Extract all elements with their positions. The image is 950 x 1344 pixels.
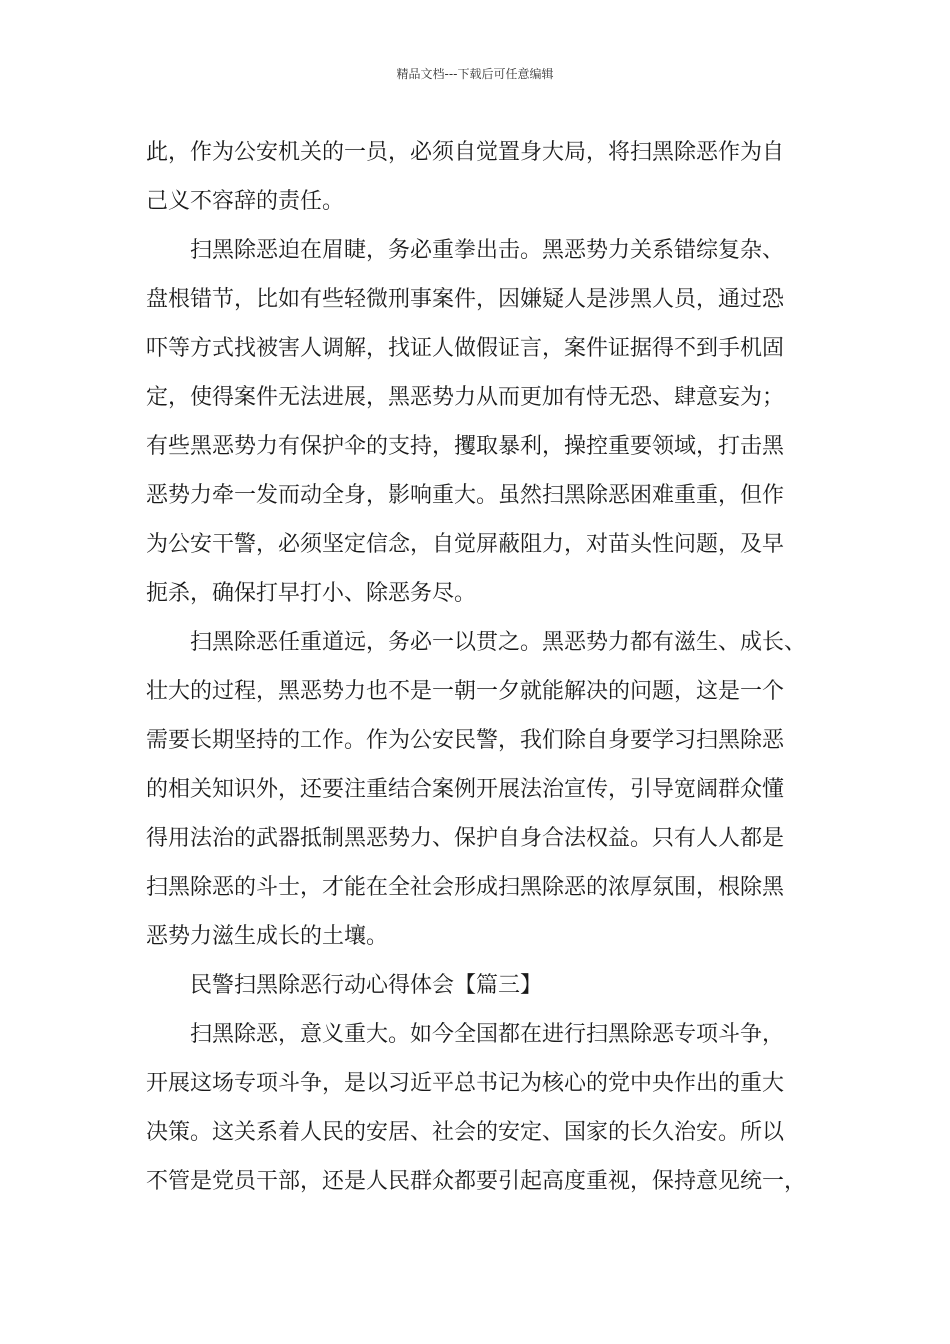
text-line: 扫黑除恶任重道远，务必一以贯之。黑恶势力都有滋生、成长、 <box>190 630 807 655</box>
text-line: 恶势力滋生成长的土壤。 <box>146 924 389 949</box>
text-line: 有些黑恶势力有保护伞的支持，攫取暴利，操控重要领域，打击黑 <box>146 434 785 459</box>
text-line: 恶势力牵一发而动全身，影响重大。虽然扫黑除恶困难重重，但作 <box>146 483 785 508</box>
text-line: 盘根错节，比如有些轻微刑事案件，因嫌疑人是涉黑人员，通过恐 <box>146 287 785 312</box>
text-line: 壮大的过程，黑恶势力也不是一朝一夕就能解决的问题，这是一个 <box>146 679 785 704</box>
text-line: 决策。这关系着人民的安居、社会的安定、国家的长久治安。所以 <box>146 1120 785 1145</box>
text-line: 扫黑除恶的斗士，才能在全社会形成扫黑除恶的浓厚氛围，根除黑 <box>146 875 785 900</box>
document-body <box>146 128 836 1206</box>
text-line: 为公安干警，必须坚定信念，自觉屏蔽阻力，对苗头性问题，及早 <box>146 532 785 557</box>
text-line: 得用法治的武器抵制黑恶势力、保护自身合法权益。只有人人都是 <box>146 826 785 851</box>
text-line: 的相关知识外，还要注重结合案例开展法治宣传，引导宽阔群众懂 <box>146 777 785 802</box>
text-line: 吓等方式找被害人调解，找证人做假证言，案件证据得不到手机固 <box>146 336 785 361</box>
text-line: 不管是党员干部，还是人民群众都要引起高度重视，保持意见统一， <box>146 1169 807 1194</box>
text-line: 扫黑除恶迫在眉睫，务必重拳出击。黑恶势力关系错综复杂、 <box>190 238 785 263</box>
page-header: 精品文档---下载后可任意编辑 <box>396 67 554 81</box>
text-line: 此，作为公安机关的一员，必须自觉置身大局，将扫黑除恶作为自 <box>146 140 785 165</box>
text-line: 扫黑除恶，意义重大。如今全国都在进行扫黑除恶专项斗争， <box>190 1022 785 1047</box>
text-line: 扼杀，确保打早打小、除恶务尽。 <box>146 581 477 606</box>
text-line: 己义不容辞的责任。 <box>146 189 345 214</box>
text-line: 需要长期坚持的工作。作为公安民警，我们除自身要学习扫黑除恶 <box>146 728 785 753</box>
text-line: 定，使得案件无法进展，黑恶势力从而更加有恃无恐、肆意妄为； <box>146 385 785 410</box>
text-line: 开展这场专项斗争，是以习近平总书记为核心的党中央作出的重大 <box>146 1071 785 1096</box>
text-line: 民警扫黑除恶行动心得体会【篇三】 <box>190 973 543 998</box>
